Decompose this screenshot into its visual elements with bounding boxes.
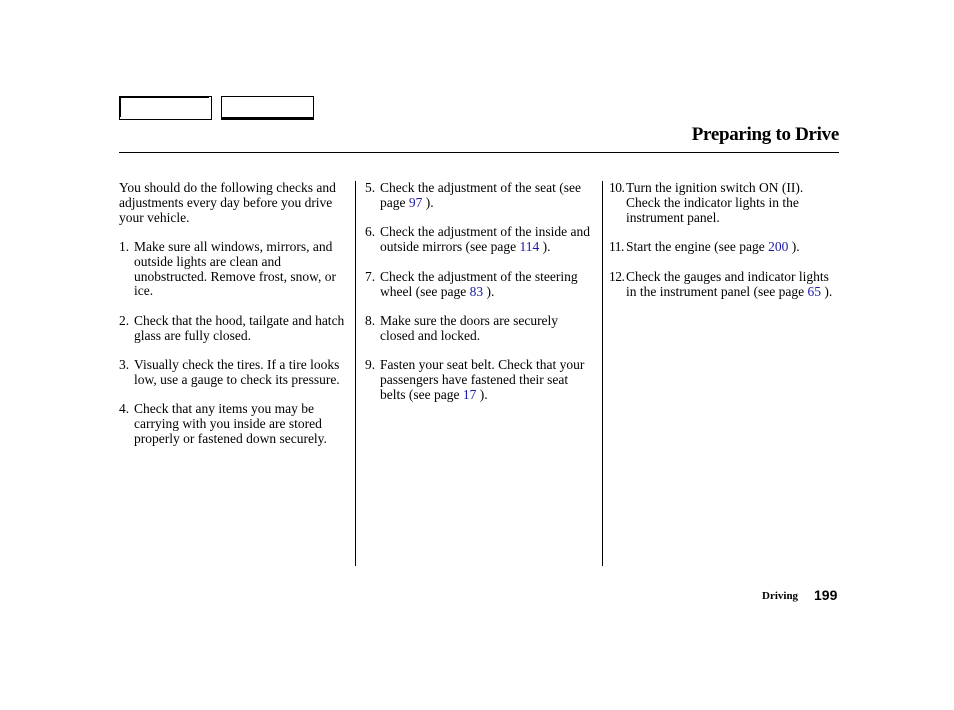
list-item <box>365 181 593 211</box>
item-text: Make sure all windows, mirrors, and outside lights are clean and unobstructed. Remove frost, snow, or ice. <box>134 238 336 299</box>
list-item <box>119 240 351 300</box>
item-number: 3. <box>119 357 133 373</box>
page-link[interactable]: 200 <box>768 239 789 255</box>
item-number: 6. <box>365 224 379 240</box>
item-number: 11. <box>609 239 624 255</box>
item-text: Fasten your seat belt. Check that your passengers have fastened their seat belts (see page 17 ). <box>380 357 585 403</box>
intro-paragraph: You should do the following checks and adjustments every day before you drive your vehicle. <box>119 180 336 225</box>
page-link[interactable]: 114 <box>519 239 540 255</box>
column-2 <box>365 181 593 417</box>
list-item <box>119 358 351 388</box>
item-text: Check that any items you may be carrying with you inside are stored properly or fastened down securely. <box>134 401 327 447</box>
nav-button-index[interactable] <box>221 96 314 120</box>
list-item <box>365 225 593 255</box>
list-item <box>365 270 593 300</box>
item-number: 12. <box>609 268 625 284</box>
item-text: Turn the ignition switch ON (II). Check the indicator lights in the instrument panel. <box>626 180 804 225</box>
item-text: Check the adjustment of the seat (see page 97 ). <box>380 180 581 210</box>
item-number: 7. <box>365 268 379 284</box>
item-number: 5. <box>365 180 379 195</box>
page-link[interactable]: 65 <box>807 283 821 299</box>
list-item <box>609 181 839 226</box>
item-text: Check the gauges and indicator lights in the instrument panel (see page 65 ). <box>626 268 833 299</box>
column-divider-2 <box>602 181 603 566</box>
list-item <box>119 314 351 344</box>
page-number: 199 <box>814 587 838 603</box>
item-number: 9. <box>365 357 379 373</box>
column-divider-1 <box>355 181 356 566</box>
item-text: Check the adjustment of the inside and outside mirrors (see page 114 ). <box>380 224 590 255</box>
list-item <box>365 358 593 403</box>
column-1 <box>119 181 351 462</box>
list-item <box>365 314 593 344</box>
item-text: Check the adjustment of the steering wheel (see page 83 ). <box>380 268 578 299</box>
item-text: Start the engine (see page 200 ). <box>626 239 800 255</box>
page-title: Preparing to Drive <box>691 124 839 145</box>
list-item <box>609 270 839 300</box>
page-link[interactable]: 97 <box>408 194 423 210</box>
item-number: 8. <box>365 312 379 328</box>
item-text: Check that the hood, tailgate and hatch glass are fully closed. <box>134 312 345 343</box>
page-link[interactable]: 83 <box>469 283 484 299</box>
item-number: 4. <box>119 401 133 417</box>
item-number: 10. <box>609 180 625 195</box>
list-item <box>119 402 351 447</box>
column-3 <box>609 181 839 314</box>
footer-section-label: Driving <box>762 590 799 602</box>
page-link[interactable]: 17 <box>462 387 477 403</box>
item-number: 2. <box>119 312 133 328</box>
list-item <box>609 240 839 255</box>
item-text: Make sure the doors are securely closed and locked. <box>380 312 559 343</box>
item-number: 1. <box>119 238 133 254</box>
title-divider <box>119 152 839 153</box>
item-text: Visually check the tires. If a tire looks low, use a gauge to check its pressure. <box>134 357 340 388</box>
nav-button-contents[interactable] <box>119 96 212 120</box>
